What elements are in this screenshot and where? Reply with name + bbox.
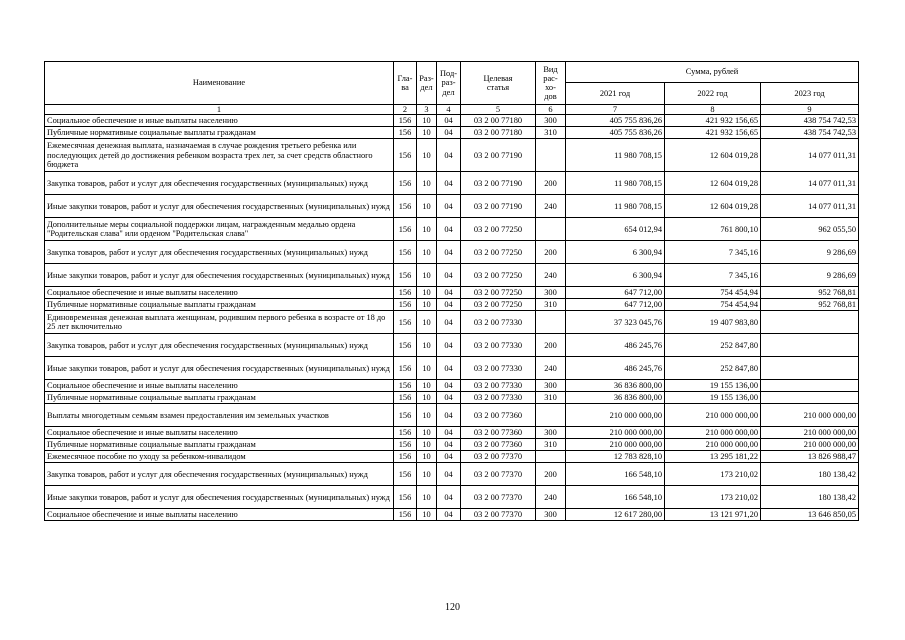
table-row [45, 264, 859, 287]
row-vid: 240 [536, 264, 566, 287]
row-sum-2022: 173 210,02 [665, 486, 761, 509]
row-tselevaya: 03 2 00 77180 [461, 127, 536, 139]
row-sum-2023: 210 000 000,00 [761, 427, 859, 439]
row-glava: 156 [394, 299, 417, 311]
row-podrazdel: 04 [437, 218, 461, 241]
table-row [45, 195, 859, 218]
row-razdel: 10 [417, 439, 437, 451]
row-sum-2021: 486 245,76 [566, 357, 665, 380]
row-razdel: 10 [417, 115, 437, 127]
row-tselevaya: 03 2 00 77190 [461, 195, 536, 218]
row-name: Иные закупки товаров, работ и услуг для обеспечения государственных (муниципальных) нужд [45, 195, 394, 218]
row-glava: 156 [394, 486, 417, 509]
row-vid [536, 311, 566, 334]
row-tselevaya: 03 2 00 77370 [461, 509, 536, 521]
row-name: Закупка товаров, работ и услуг для обеспечения государственных (муниципальных) нужд [45, 463, 394, 486]
row-sum-2021: 210 000 000,00 [566, 427, 665, 439]
table-row [45, 172, 859, 195]
row-vid: 300 [536, 380, 566, 392]
row-name: Закупка товаров, работ и услуг для обеспечения государственных (муниципальных) нужд [45, 172, 394, 195]
row-vid: 200 [536, 463, 566, 486]
row-sum-2022: 19 155 136,00 [665, 392, 761, 404]
row-razdel: 10 [417, 299, 437, 311]
row-sum-2023 [761, 392, 859, 404]
col-number: 5 [461, 105, 536, 115]
row-tselevaya: 03 2 00 77370 [461, 451, 536, 463]
row-sum-2023: 14 077 011,31 [761, 139, 859, 172]
row-podrazdel: 04 [437, 264, 461, 287]
row-tselevaya: 03 2 00 77370 [461, 486, 536, 509]
row-podrazdel: 04 [437, 392, 461, 404]
row-name: Социальное обеспечение и иные выплаты населению [45, 287, 394, 299]
row-glava: 156 [394, 115, 417, 127]
col-number: 7 [566, 105, 665, 115]
row-razdel: 10 [417, 392, 437, 404]
row-vid: 300 [536, 115, 566, 127]
col-number: 9 [761, 105, 859, 115]
row-name: Закупка товаров, работ и услуг для обеспечения государственных (муниципальных) нужд [45, 334, 394, 357]
row-vid: 200 [536, 172, 566, 195]
row-sum-2022: 210 000 000,00 [665, 427, 761, 439]
row-sum-2021: 12 617 280,00 [566, 509, 665, 521]
row-sum-2022: 754 454,94 [665, 287, 761, 299]
table-row [45, 486, 859, 509]
row-sum-2022: 173 210,02 [665, 463, 761, 486]
row-name: Ежемесячная денежная выплата, назначаемая в случае рождения третьего ребенка или последующих детей до достижения ребенком возраста трех лет, за счет средств областного бюджета [45, 139, 394, 172]
row-name: Социальное обеспечение и иные выплаты населению [45, 380, 394, 392]
table-header [45, 62, 859, 115]
row-glava: 156 [394, 427, 417, 439]
row-vid [536, 218, 566, 241]
row-sum-2022: 12 604 019,28 [665, 195, 761, 218]
row-name: Иные закупки товаров, работ и услуг для обеспечения государственных (муниципальных) нужд [45, 357, 394, 380]
row-sum-2021: 12 783 828,10 [566, 451, 665, 463]
row-podrazdel: 04 [437, 127, 461, 139]
row-name: Дополнительные меры социальной поддержки лицам, награжденным медалью ордена "Родительская слава" или орденом "Родительская слава" [45, 218, 394, 241]
row-name: Социальное обеспечение и иные выплаты населению [45, 509, 394, 521]
row-vid: 240 [536, 357, 566, 380]
row-sum-2021: 166 548,10 [566, 486, 665, 509]
row-vid: 200 [536, 241, 566, 264]
row-glava: 156 [394, 392, 417, 404]
row-tselevaya: 03 2 00 77330 [461, 380, 536, 392]
table-row [45, 451, 859, 463]
row-razdel: 10 [417, 218, 437, 241]
row-tselevaya: 03 2 00 77190 [461, 139, 536, 172]
header-vid: Вид рас- хо- дов [536, 62, 566, 105]
header-podrazdel: Под- раз- дел [437, 62, 461, 105]
column-number-row [45, 105, 859, 115]
table-body [45, 115, 859, 521]
row-sum-2021: 166 548,10 [566, 463, 665, 486]
header-razdel: Раз- дел [417, 62, 437, 105]
row-podrazdel: 04 [437, 287, 461, 299]
row-sum-2022: 13 121 971,20 [665, 509, 761, 521]
header-glava: Гла- ва [394, 62, 417, 105]
row-razdel: 10 [417, 127, 437, 139]
row-name: Публичные нормативные социальные выплаты гражданам [45, 127, 394, 139]
row-vid: 300 [536, 509, 566, 521]
row-razdel: 10 [417, 241, 437, 264]
row-glava: 156 [394, 287, 417, 299]
row-sum-2023: 180 138,42 [761, 463, 859, 486]
row-vid: 310 [536, 299, 566, 311]
header-name: Наименование [45, 62, 394, 105]
table-row [45, 380, 859, 392]
row-sum-2022: 12 604 019,28 [665, 172, 761, 195]
row-podrazdel: 04 [437, 139, 461, 172]
row-sum-2023: 13 646 850,05 [761, 509, 859, 521]
row-sum-2023: 13 826 988,47 [761, 451, 859, 463]
row-sum-2021: 210 000 000,00 [566, 439, 665, 451]
row-sum-2023: 14 077 011,31 [761, 172, 859, 195]
row-sum-2023: 210 000 000,00 [761, 404, 859, 427]
row-sum-2022: 19 407 983,80 [665, 311, 761, 334]
row-razdel: 10 [417, 172, 437, 195]
table-row [45, 287, 859, 299]
table-row [45, 241, 859, 264]
header-tselevaya: Целевая статья [461, 62, 536, 105]
row-podrazdel: 04 [437, 509, 461, 521]
row-vid: 310 [536, 392, 566, 404]
row-sum-2021: 37 323 045,76 [566, 311, 665, 334]
row-tselevaya: 03 2 00 77250 [461, 241, 536, 264]
row-name: Социальное обеспечение и иные выплаты населению [45, 115, 394, 127]
row-razdel: 10 [417, 139, 437, 172]
row-name: Ежемесячное пособие по уходу за ребенком-инвалидом [45, 451, 394, 463]
row-tselevaya: 03 2 00 77190 [461, 172, 536, 195]
row-sum-2022: 421 932 156,65 [665, 115, 761, 127]
row-name: Публичные нормативные социальные выплаты гражданам [45, 439, 394, 451]
row-tselevaya: 03 2 00 77370 [461, 463, 536, 486]
row-sum-2023 [761, 380, 859, 392]
row-vid [536, 404, 566, 427]
row-tselevaya: 03 2 00 77360 [461, 439, 536, 451]
budget-table [44, 61, 859, 521]
row-sum-2023: 438 754 742,53 [761, 115, 859, 127]
row-razdel: 10 [417, 380, 437, 392]
row-name: Публичные нормативные социальные выплаты гражданам [45, 392, 394, 404]
table-row [45, 299, 859, 311]
row-name: Иные закупки товаров, работ и услуг для обеспечения государственных (муниципальных) нужд [45, 264, 394, 287]
row-sum-2021: 210 000 000,00 [566, 404, 665, 427]
row-podrazdel: 04 [437, 439, 461, 451]
row-sum-2021: 36 836 800,00 [566, 392, 665, 404]
row-sum-2023: 14 077 011,31 [761, 195, 859, 218]
row-razdel: 10 [417, 427, 437, 439]
row-razdel: 10 [417, 195, 437, 218]
row-name: Иные закупки товаров, работ и услуг для обеспечения государственных (муниципальных) нужд [45, 486, 394, 509]
row-name: Выплаты многодетным семьям взамен предоставления им земельных участков [45, 404, 394, 427]
row-sum-2023 [761, 334, 859, 357]
table-row [45, 404, 859, 427]
row-sum-2022: 210 000 000,00 [665, 439, 761, 451]
row-glava: 156 [394, 264, 417, 287]
row-podrazdel: 04 [437, 172, 461, 195]
row-sum-2021: 11 980 708,15 [566, 195, 665, 218]
row-tselevaya: 03 2 00 77250 [461, 299, 536, 311]
row-tselevaya: 03 2 00 77250 [461, 287, 536, 299]
row-razdel: 10 [417, 287, 437, 299]
row-podrazdel: 04 [437, 241, 461, 264]
row-glava: 156 [394, 311, 417, 334]
row-razdel: 10 [417, 311, 437, 334]
row-razdel: 10 [417, 463, 437, 486]
row-sum-2021: 6 300,94 [566, 241, 665, 264]
header-year-2022: 2022 год [665, 83, 761, 105]
header-summa: Сумма, рублей [566, 62, 859, 83]
row-sum-2023 [761, 357, 859, 380]
row-sum-2022: 421 932 156,65 [665, 127, 761, 139]
row-tselevaya: 03 2 00 77360 [461, 427, 536, 439]
row-glava: 156 [394, 451, 417, 463]
row-glava: 156 [394, 357, 417, 380]
col-number: 3 [417, 105, 437, 115]
row-razdel: 10 [417, 357, 437, 380]
header-year-2021: 2021 год [566, 83, 665, 105]
row-sum-2022: 7 345,16 [665, 241, 761, 264]
row-sum-2023: 180 138,42 [761, 486, 859, 509]
row-vid [536, 139, 566, 172]
row-podrazdel: 04 [437, 486, 461, 509]
page-number: 120 [445, 602, 460, 613]
row-sum-2021: 647 712,00 [566, 287, 665, 299]
col-number: 6 [536, 105, 566, 115]
row-name: Социальное обеспечение и иные выплаты населению [45, 427, 394, 439]
col-number: 1 [45, 105, 394, 115]
row-sum-2022: 252 847,80 [665, 357, 761, 380]
row-podrazdel: 04 [437, 195, 461, 218]
row-sum-2022: 13 295 181,22 [665, 451, 761, 463]
row-sum-2023: 9 286,69 [761, 264, 859, 287]
row-sum-2021: 405 755 836,26 [566, 127, 665, 139]
row-vid: 300 [536, 427, 566, 439]
row-sum-2022: 12 604 019,28 [665, 139, 761, 172]
row-tselevaya: 03 2 00 77250 [461, 264, 536, 287]
row-sum-2023 [761, 311, 859, 334]
table-row [45, 334, 859, 357]
row-sum-2023: 438 754 742,53 [761, 127, 859, 139]
row-sum-2022: 761 800,10 [665, 218, 761, 241]
row-podrazdel: 04 [437, 451, 461, 463]
row-sum-2021: 486 245,76 [566, 334, 665, 357]
row-glava: 156 [394, 127, 417, 139]
row-podrazdel: 04 [437, 311, 461, 334]
row-razdel: 10 [417, 334, 437, 357]
row-sum-2021: 11 980 708,15 [566, 172, 665, 195]
row-tselevaya: 03 2 00 77250 [461, 218, 536, 241]
row-vid: 300 [536, 287, 566, 299]
row-sum-2021: 654 012,94 [566, 218, 665, 241]
table-row [45, 218, 859, 241]
row-glava: 156 [394, 463, 417, 486]
col-number: 4 [437, 105, 461, 115]
table-row [45, 357, 859, 380]
row-podrazdel: 04 [437, 427, 461, 439]
row-glava: 156 [394, 195, 417, 218]
row-glava: 156 [394, 218, 417, 241]
table-row [45, 392, 859, 404]
row-glava: 156 [394, 139, 417, 172]
row-sum-2023: 952 768,81 [761, 287, 859, 299]
row-sum-2021: 647 712,00 [566, 299, 665, 311]
row-podrazdel: 04 [437, 357, 461, 380]
row-sum-2021: 405 755 836,26 [566, 115, 665, 127]
row-sum-2021: 36 836 800,00 [566, 380, 665, 392]
row-vid [536, 451, 566, 463]
col-number: 8 [665, 105, 761, 115]
row-sum-2021: 11 980 708,15 [566, 139, 665, 172]
row-podrazdel: 04 [437, 404, 461, 427]
table-row [45, 139, 859, 172]
row-podrazdel: 04 [437, 380, 461, 392]
row-tselevaya: 03 2 00 77180 [461, 115, 536, 127]
row-sum-2022: 7 345,16 [665, 264, 761, 287]
row-podrazdel: 04 [437, 115, 461, 127]
row-glava: 156 [394, 509, 417, 521]
row-vid: 240 [536, 195, 566, 218]
row-glava: 156 [394, 334, 417, 357]
row-vid: 240 [536, 486, 566, 509]
row-sum-2022: 210 000 000,00 [665, 404, 761, 427]
row-glava: 156 [394, 439, 417, 451]
header-year-2023: 2023 год [761, 83, 859, 105]
row-tselevaya: 03 2 00 77330 [461, 357, 536, 380]
row-glava: 156 [394, 404, 417, 427]
table-row [45, 463, 859, 486]
row-vid: 200 [536, 334, 566, 357]
row-podrazdel: 04 [437, 299, 461, 311]
table-row [45, 311, 859, 334]
row-sum-2022: 754 454,94 [665, 299, 761, 311]
row-tselevaya: 03 2 00 77330 [461, 392, 536, 404]
row-razdel: 10 [417, 404, 437, 427]
table-row [45, 509, 859, 521]
row-glava: 156 [394, 380, 417, 392]
table-row [45, 127, 859, 139]
row-razdel: 10 [417, 486, 437, 509]
row-name: Закупка товаров, работ и услуг для обеспечения государственных (муниципальных) нужд [45, 241, 394, 264]
table-row [45, 115, 859, 127]
table-row [45, 439, 859, 451]
row-vid: 310 [536, 439, 566, 451]
row-razdel: 10 [417, 451, 437, 463]
table-row [45, 427, 859, 439]
row-podrazdel: 04 [437, 463, 461, 486]
row-tselevaya: 03 2 00 77330 [461, 334, 536, 357]
row-vid: 310 [536, 127, 566, 139]
row-glava: 156 [394, 172, 417, 195]
row-podrazdel: 04 [437, 334, 461, 357]
row-name: Единовременная денежная выплата женщинам, родившим первого ребенка в возрасте от 18 до 25 лет включительно [45, 311, 394, 334]
row-sum-2022: 19 155 136,00 [665, 380, 761, 392]
row-tselevaya: 03 2 00 77330 [461, 311, 536, 334]
col-number: 2 [394, 105, 417, 115]
row-sum-2023: 952 768,81 [761, 299, 859, 311]
row-sum-2023: 9 286,69 [761, 241, 859, 264]
row-sum-2023: 962 055,50 [761, 218, 859, 241]
row-sum-2022: 252 847,80 [665, 334, 761, 357]
row-tselevaya: 03 2 00 77360 [461, 404, 536, 427]
row-name: Публичные нормативные социальные выплаты гражданам [45, 299, 394, 311]
row-sum-2021: 6 300,94 [566, 264, 665, 287]
row-glava: 156 [394, 241, 417, 264]
row-sum-2023: 210 000 000,00 [761, 439, 859, 451]
row-razdel: 10 [417, 264, 437, 287]
row-razdel: 10 [417, 509, 437, 521]
